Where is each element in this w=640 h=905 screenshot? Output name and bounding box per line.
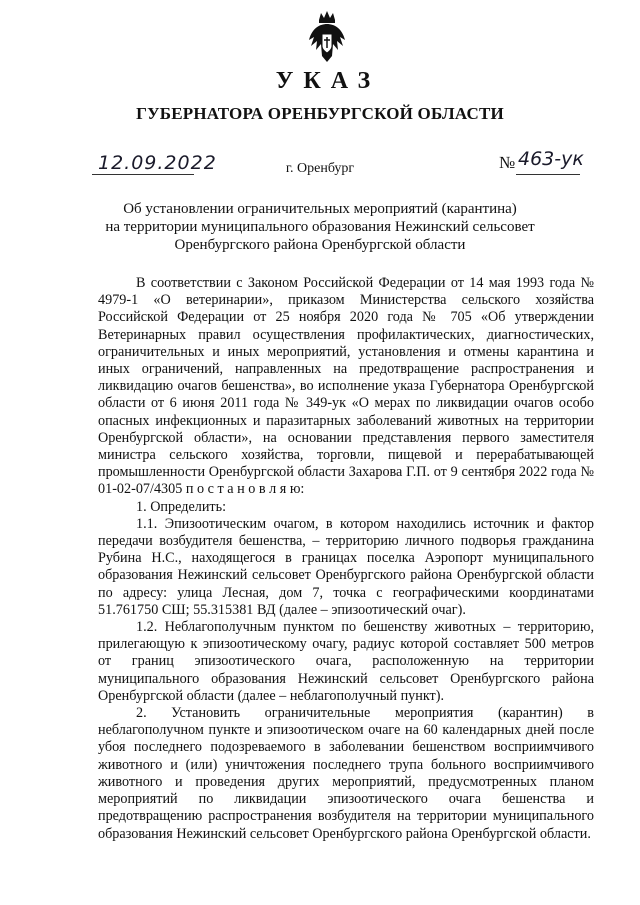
handwritten-number: 463-ук — [518, 148, 584, 170]
document-type: УКАЗ — [275, 68, 381, 94]
coat-of-arms-icon — [306, 10, 348, 64]
preamble-paragraph: В соответствии с Законом Российской Федерации от 14 мая 1993 года № 4979-1 «О ветеринарии», приказом Министерства сельского хозяйства Российской Федерации от 25 ноября 2020 года № 705 «Об утверждении Ветеринарных правил осуществления профилактических, диагностических, ограничительных и иных мероприятий, установления и отмены карантина и иных ограничений, направленных на предотвращение распространения и ликвидацию очагов бешенства», во исполнение указа Губернатора Оренбургской области от 6 июня 2011 года № 349-ук «О мерах по ликвидации очагов особо опасных инфекционных и паразитарных заболеваний животных на территории Оренбургской области», на основании представления первого заместителя министра сельского хозяйства, торговли, пищевой и перерабатывающей промышленности Оренбургской области Захарова Г.П. от 9 сентября 2022 года № 01-02-07/4305 п о с т а н о в л я ю: — [98, 275, 594, 498]
issuer-title: ГУБЕРНАТОРА ОРЕНБУРГСКОЙ ОБЛАСТИ — [136, 104, 504, 123]
decree-title — [0, 200, 640, 254]
title-line: Оренбургского района Оренбургской области — [174, 237, 466, 253]
clause-1: 1. Определить: — [136, 498, 227, 515]
city: г. Оренбург — [285, 161, 355, 176]
number-underline — [516, 174, 580, 175]
number-label: № — [499, 153, 516, 172]
clause-2: 2. Установить ограничительные мероприятия (карантин) в неблагополучном пункте и эпизоотическом очаге на 60 календарных дней после убоя последнего подозреваемого в заболевании бешенством восприимчивого животного и (или) уничтожения последнего трупа больного восприимчивого животного и проведения других мероприятий, предусмотренных планом мероприятий по ликвидации эпизоотического очага бешенства и предотвращению распространения возбудителя на территории муниципального образования Нежинский сельсовет Оренбургского района Оренбургской области. — [98, 705, 594, 842]
decree-body — [98, 275, 594, 843]
title-line: Об установлении ограничительных мероприятий (карантина) — [123, 201, 517, 217]
clause-1-2: 1.2. Неблагополучным пунктом по бешенству животных – территорию, прилегающую к эпизоотическому очагу, радиус которой составляет 500 метров от границ эпизоотического очага, расположенную на территории муниципального образования Нежинский сельсовет Оренбургского района Оренбургской области (далее – неблагополучный пункт). — [98, 619, 594, 704]
clause-1-1: 1.1. Эпизоотическим очагом, в котором находились источник и фактор передачи возбудителя бешенства, – территорию личного подворья гражданина Рубина Н.С., находящегося в границах поселка Аэропорт муниципального образования Нежинский сельсовет Оренбургского района Оренбургской области по адресу: улица Лесная, дом 7, точка с географическими координатами 51.761750 СШ; 55.315381 ВД (далее – эпизоотический очаг). — [98, 515, 594, 618]
handwritten-date: 12.09.2022 — [98, 152, 217, 174]
title-line: на территории муниципального образования Нежинский сельсовет — [105, 219, 535, 235]
